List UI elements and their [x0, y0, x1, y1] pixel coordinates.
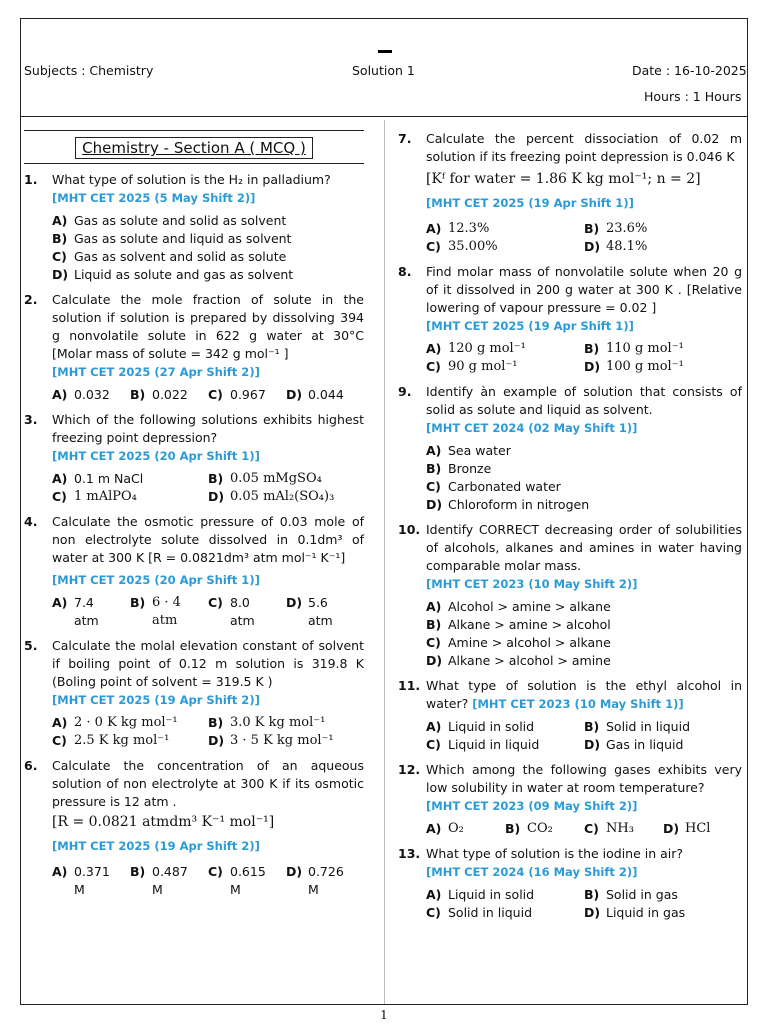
- option-c[interactable]: C) Gas as solvent and solid as solute: [52, 249, 287, 264]
- option-c[interactable]: C) 35.00%: [426, 239, 498, 254]
- hours-label: Hours : 1 Hours: [644, 89, 742, 104]
- question-number: 6.: [24, 758, 38, 773]
- option-d[interactable]: D) HCl: [663, 821, 711, 836]
- question-11: [398, 677, 742, 754]
- option-d[interactable]: D) Chloroform in nitrogen: [426, 497, 590, 512]
- question-1: [24, 171, 364, 284]
- question-number: 12.: [398, 762, 421, 777]
- question-text: Calculate the concentration of an aqueous solution of non electrolyte at 300 K if its osmotic pressure is 12 atm .: [52, 758, 364, 809]
- question-text: Calculate the mole fraction of solute in the solution if solution is prepared by dissolving 394 g nonvolatile solute in 622 g water at 30°C [Molar mass of solute = 342 g mol⁻¹ ]: [52, 292, 364, 361]
- option-b[interactable]: B) Alkane > amine > alcohol: [426, 617, 611, 632]
- question-text: Calculate the percent dissociation of 0.02 m solution if its freezing point depression is 0.046 K: [426, 131, 742, 164]
- exam-tag: [MHT CET 2025 (19 Apr Shift 2)]: [52, 839, 260, 853]
- option-a[interactable]: A) Liquid in solid: [426, 887, 535, 902]
- question-7: [398, 130, 742, 256]
- question-number: 9.: [398, 384, 412, 399]
- option-c[interactable]: C) 1 mAlPO₄: [52, 489, 137, 504]
- option-b[interactable]: B) CO₂: [505, 821, 553, 836]
- option-b[interactable]: B) Solid in gas: [584, 887, 678, 902]
- question-text: What type of solution is the iodine in air?: [426, 846, 684, 861]
- option-b[interactable]: B) 6 · 4 atm: [130, 595, 181, 628]
- option-a[interactable]: A) Liquid in solid: [426, 719, 535, 734]
- question-number: 13.: [398, 846, 421, 861]
- question-text: Identify àn example of solution that consists of solid as solute and liquid as solvent.: [426, 384, 742, 417]
- option-b[interactable]: B) 0.022: [130, 387, 188, 402]
- question-number: 7.: [398, 131, 412, 146]
- option-b[interactable]: B) Bronze: [426, 461, 492, 476]
- option-a[interactable]: A) 12.3%: [426, 221, 490, 236]
- option-c[interactable]: C) 8.0 atm: [208, 595, 255, 628]
- left-column: [24, 128, 364, 899]
- column-divider: [384, 120, 385, 1004]
- option-d[interactable]: D) 5.6 atm: [286, 595, 333, 628]
- section-title: Chemistry - Section A ( MCQ ): [75, 137, 313, 159]
- option-c[interactable]: C) 0.967: [208, 387, 266, 402]
- option-d[interactable]: D) 0.05 mAl₂(SO₄)₃: [208, 489, 335, 504]
- exam-tag: [MHT CET 2023 (09 May Shift 2)]: [426, 799, 638, 813]
- exam-tag: [MHT CET 2025 (27 Apr Shift 2)]: [52, 365, 260, 379]
- exam-tag: [MHT CET 2025 (19 Apr Shift 2)]: [52, 693, 260, 707]
- right-column: [398, 128, 742, 922]
- option-a[interactable]: A) 0.1 m NaCl: [52, 471, 144, 486]
- exam-tag: [MHT CET 2024 (16 May Shift 2)]: [426, 865, 638, 879]
- option-d[interactable]: D) 0.044: [286, 387, 344, 402]
- question-text: Calculate the osmotic pressure of 0.03 mole of non electrolyte solute dissolved in 0.1dm³ of water at 300 K [R = 0.0821dm³ atm mol⁻¹ K⁻¹]: [52, 514, 364, 565]
- header-divider: [20, 116, 748, 117]
- option-a[interactable]: A) 7.4 atm: [52, 595, 99, 628]
- option-d[interactable]: D) 0.726 M: [286, 864, 344, 897]
- question-number: 11.: [398, 678, 421, 693]
- option-a[interactable]: A) 0.032: [52, 387, 110, 402]
- question-number: 4.: [24, 514, 38, 529]
- option-c[interactable]: C) 0.615 M: [208, 864, 266, 897]
- question-13: [398, 845, 742, 922]
- question-text: Calculate the molal elevation constant of solvent if boiling point of 0.12 m solution is 319.8 K (Boling point of solvent = 319.5 K ): [52, 638, 364, 689]
- question-text: Find molar mass of nonvolatile solute when 20 g of it dissolved in 200 g water at 300 K . [Relative lowering of vapour pressure = 0.02 ]: [426, 264, 742, 315]
- question-text: Identify CORRECT decreasing order of solubilities of alcohols, alkanes and amines in water having comparable molar mass.: [426, 522, 742, 573]
- option-c[interactable]: C) 2.5 K kg mol⁻¹: [52, 733, 170, 748]
- question-4: [24, 513, 364, 630]
- option-b[interactable]: B) 23.6%: [584, 221, 648, 236]
- question-number: 5.: [24, 638, 38, 653]
- option-b[interactable]: B) Gas as solute and liquid as solvent: [52, 231, 292, 246]
- option-d[interactable]: D) 3 · 5 K kg mol⁻¹: [208, 733, 334, 748]
- option-a[interactable]: A) Gas as solute and solid as solvent: [52, 213, 287, 228]
- question-2: [24, 291, 364, 404]
- option-d[interactable]: D) Alkane > alcohol > amine: [426, 653, 611, 668]
- option-a[interactable]: A) 0.371 M: [52, 864, 110, 897]
- document-title: Solution 1: [352, 63, 415, 78]
- question-number: 2.: [24, 292, 38, 307]
- question-text: What type of solution is the ethyl alcohol in water?: [426, 678, 742, 711]
- question-8: [398, 263, 742, 376]
- question-number: 1.: [24, 172, 38, 187]
- question-5: [24, 637, 364, 750]
- question-text: What type of solution is the H₂ in palladium?: [52, 172, 331, 187]
- option-b[interactable]: B) 3.0 K kg mol⁻¹: [208, 715, 326, 730]
- option-c[interactable]: C) NH₃: [584, 821, 634, 836]
- option-b[interactable]: B) 0.487 M: [130, 864, 188, 897]
- exam-tag: [MHT CET 2023 (10 May Shift 1)]: [472, 697, 684, 711]
- question-12: [398, 761, 742, 838]
- option-a[interactable]: A) Alcohol > amine > alkane: [426, 599, 611, 614]
- question-3: [24, 411, 364, 506]
- date-label: Date : 16-10-2025: [632, 63, 747, 78]
- option-a[interactable]: A) 120 g mol⁻¹: [426, 341, 526, 356]
- exam-tag: [MHT CET 2024 (02 May Shift 1)]: [426, 421, 638, 435]
- question-formula: [R = 0.0821 atmdm³ K⁻¹ mol⁻¹]: [52, 814, 275, 830]
- question-text: Which of the following solutions exhibits highest freezing point depression?: [52, 412, 364, 445]
- question-6: [24, 757, 364, 899]
- page-number: 1: [380, 1008, 388, 1022]
- exam-tag: [MHT CET 2023 (10 May Shift 2)]: [426, 577, 638, 591]
- option-d[interactable]: D) 48.1%: [584, 239, 648, 254]
- question-text: Which among the following gases exhibits very low solubility in water at room temperature?: [426, 762, 742, 795]
- question-formula: [Kᶠ for water = 1.86 K kg mol⁻¹; n = 2]: [426, 171, 701, 187]
- option-d[interactable]: D) Gas in liquid: [584, 737, 684, 752]
- question-number: 8.: [398, 264, 412, 279]
- exam-tag: [MHT CET 2025 (19 Apr Shift 1)]: [426, 196, 634, 210]
- header-dash: [378, 50, 392, 53]
- question-10: [398, 521, 742, 670]
- option-c[interactable]: C) Amine > alcohol > alkane: [426, 635, 611, 650]
- question-number: 3.: [24, 412, 38, 427]
- option-c[interactable]: C) 90 g mol⁻¹: [426, 359, 518, 374]
- exam-tag: [MHT CET 2025 (19 Apr Shift 1)]: [426, 319, 634, 333]
- exam-tag: [MHT CET 2025 (20 Apr Shift 1)]: [52, 449, 260, 463]
- option-b[interactable]: B) 0.05 mMgSO₄: [208, 471, 322, 486]
- exam-tag: [MHT CET 2025 (5 May Shift 2)]: [52, 191, 256, 205]
- subject-label: Subjects : Chemistry: [24, 63, 154, 78]
- option-c[interactable]: C) Solid in liquid: [426, 905, 533, 920]
- exam-tag: [MHT CET 2025 (20 Apr Shift 1)]: [52, 573, 260, 587]
- option-a[interactable]: A) Sea water: [426, 443, 511, 458]
- option-b[interactable]: B) Solid in liquid: [584, 719, 691, 734]
- question-number: 10.: [398, 522, 421, 537]
- option-c[interactable]: C) Carbonated water: [426, 479, 561, 494]
- option-d[interactable]: D) Liquid as solute and gas as solvent: [52, 267, 294, 282]
- option-a[interactable]: A) 2 · 0 K kg mol⁻¹: [52, 715, 178, 730]
- option-b[interactable]: B) 110 g mol⁻¹: [584, 341, 684, 356]
- option-c[interactable]: C) Liquid in liquid: [426, 737, 540, 752]
- option-d[interactable]: D) Liquid in gas: [584, 905, 686, 920]
- option-d[interactable]: D) 100 g mol⁻¹: [584, 359, 684, 374]
- option-a[interactable]: A) O₂: [426, 821, 464, 836]
- question-9: [398, 383, 742, 514]
